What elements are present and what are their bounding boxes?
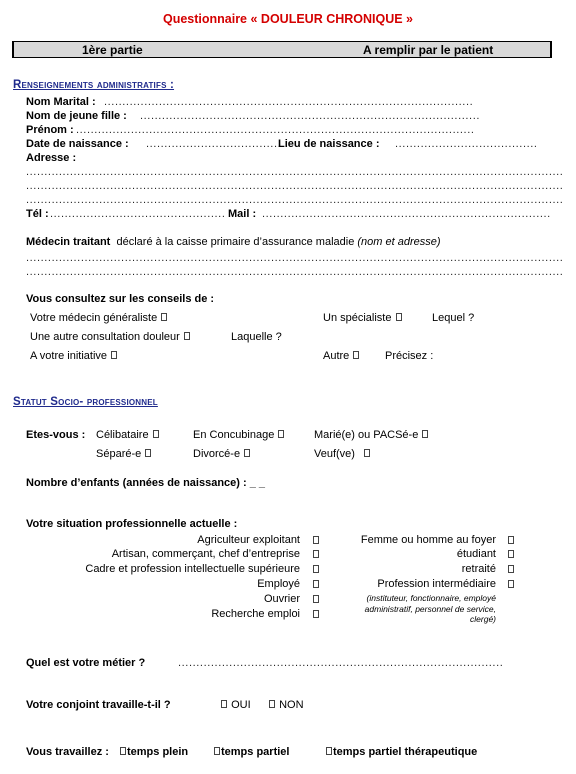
autre-consultation-label: Une autre consultation douleur — [30, 331, 180, 343]
separe-checkbox[interactable] — [145, 449, 151, 457]
lieu-naissance-label: Lieu de naissance : — [278, 138, 380, 150]
medecin-traitant-hint: (nom et adresse) — [357, 236, 441, 248]
enfants-label[interactable]: Nombre d’enfants (années de naissance) : _ _ — [26, 477, 266, 489]
prenom-field[interactable]: ............................................................................................................. — [76, 124, 475, 136]
non-label: NON — [279, 699, 304, 711]
specialiste-label: Un spécialiste — [323, 312, 392, 324]
conjoint-label: Votre conjoint travaille-t-il ? — [26, 699, 171, 711]
situation-label: Votre situation professionnelle actuelle : — [26, 518, 238, 530]
marie-checkbox[interactable] — [422, 430, 428, 438]
separe-label: Séparé-e — [96, 448, 142, 460]
date-naissance-label: Date de naissance : — [26, 138, 129, 150]
option-temps-therapeutique[interactable] — [325, 746, 477, 758]
occupation-agriculteur: Agriculteur exploitant — [197, 534, 300, 546]
medecin-field-line-2[interactable]: ................................................................................................................................................... — [26, 266, 564, 278]
occupation-cadre: Cadre et profession intellectuelle supérieure — [85, 563, 300, 575]
conseils-question: Vous consultez sur les conseils de : — [26, 293, 215, 305]
retraite-checkbox[interactable] — [508, 565, 514, 573]
occupation-retraite: retraité — [461, 563, 496, 575]
foyer-checkbox[interactable] — [508, 536, 514, 544]
intermediaire-note — [330, 593, 496, 625]
veuf-label: Veuf(ve) — [314, 448, 355, 460]
nom-jeune-fille-label: Nom de jeune fille : — [26, 110, 127, 122]
recherche-checkbox[interactable] — [313, 610, 319, 618]
option-generaliste[interactable] — [30, 312, 168, 324]
option-celibataire[interactable] — [96, 429, 160, 441]
section-band — [12, 41, 552, 58]
option-concubinage[interactable] — [193, 429, 285, 441]
precisez-label: Précisez : — [385, 350, 434, 362]
laquelle-label: Laquelle ? — [231, 331, 282, 343]
page-title: Questionnaire « DOULEUR CHRONIQUE » — [162, 12, 414, 26]
tel-label: Tél : — [26, 208, 49, 220]
temps-therapeutique-checkbox[interactable] — [326, 747, 332, 755]
concubinage-checkbox[interactable] — [278, 430, 284, 438]
temps-therapeutique-label: temps partiel thérapeutique — [333, 746, 478, 758]
nom-jeune-fille-field[interactable]: ............................................................................................. — [140, 110, 481, 122]
concubinage-label: En Concubinage — [193, 429, 275, 441]
divorce-checkbox[interactable] — [244, 449, 250, 457]
tel-field[interactable]: ................................................ — [50, 208, 226, 220]
divorce-label: Divorcé-e — [193, 448, 241, 460]
occupation-etudiant: étudiant — [456, 548, 496, 560]
mail-field[interactable]: ............................................................................... — [262, 208, 551, 220]
option-separe[interactable] — [96, 448, 152, 460]
initiative-checkbox[interactable] — [111, 351, 117, 359]
band-fill-label: A remplir par le patient — [363, 43, 494, 57]
ouvrier-checkbox[interactable] — [313, 595, 319, 603]
adresse-field-line-1[interactable]: ................................................................................................................................................... — [26, 166, 564, 178]
temps-plein-label: temps plein — [127, 746, 189, 758]
note-line-3: clergé) — [470, 614, 496, 624]
option-non[interactable] — [268, 699, 304, 711]
nom-marital-label: Nom Marital : — [26, 96, 96, 108]
date-naissance-field[interactable]: ..................................... — [146, 138, 282, 150]
adresse-field-line-3[interactable]: ................................................................................................................................................... — [26, 194, 564, 206]
celibataire-checkbox[interactable] — [153, 430, 159, 438]
etudiant-checkbox[interactable] — [508, 550, 514, 558]
option-divorce[interactable] — [193, 448, 251, 460]
medecin-traitant-text: déclaré à la caisse primaire d’assurance maladie — [116, 236, 355, 248]
travaillez-label: Vous travaillez : — [26, 746, 109, 758]
option-marie[interactable] — [314, 429, 429, 441]
occupation-recherche: Recherche emploi — [211, 608, 300, 620]
non-checkbox[interactable] — [269, 700, 275, 708]
adresse-label: Adresse : — [26, 152, 77, 164]
temps-partiel-checkbox[interactable] — [214, 747, 220, 755]
option-autre-consultation[interactable] — [30, 331, 191, 343]
oui-checkbox[interactable] — [221, 700, 227, 708]
occupation-employe: Employé — [257, 578, 300, 590]
metier-label: Quel est votre métier ? — [26, 657, 146, 669]
option-initiative[interactable] — [30, 350, 118, 362]
occupation-ouvrier: Ouvrier — [263, 593, 300, 605]
note-line-2: administratif, personnel de service, — [364, 603, 496, 614]
option-specialiste[interactable] — [323, 312, 403, 324]
socio-heading: Statut Socio- professionnel — [13, 396, 158, 408]
lequel-label: Lequel ? — [432, 312, 475, 324]
option-temps-plein[interactable] — [119, 746, 188, 758]
occupation-foyer: Femme ou homme au foyer — [360, 534, 496, 546]
nom-marital-field[interactable]: ..................................................................................................... — [104, 96, 474, 108]
mail-label: Mail : — [228, 208, 257, 220]
autre-label: Autre — [323, 350, 350, 362]
etes-vous-label: Etes-vous : — [26, 429, 86, 441]
lieu-naissance-field[interactable]: ....................................... — [395, 138, 538, 150]
band-part-label: 1ère partie — [82, 43, 143, 57]
intermediaire-checkbox[interactable] — [508, 580, 514, 588]
medecin-field-line-1[interactable]: ................................................................................................................................................... — [26, 252, 564, 264]
medecin-traitant-line — [26, 236, 441, 248]
celibataire-label: Célibataire — [96, 429, 149, 441]
autre-checkbox[interactable] — [353, 351, 359, 359]
autre-consultation-checkbox[interactable] — [184, 332, 190, 340]
veuf-checkbox[interactable] — [364, 449, 370, 457]
option-autre[interactable] — [323, 350, 360, 362]
option-veuf[interactable] — [314, 448, 371, 460]
occupation-artisan: Artisan, commerçant, chef d’entreprise — [111, 548, 300, 560]
metier-field[interactable]: ......................................................................................... — [178, 657, 504, 669]
initiative-label: A votre initiative — [30, 350, 108, 362]
medecin-traitant-label: Médecin traitant — [26, 236, 111, 248]
temps-plein-checkbox[interactable] — [120, 747, 126, 755]
option-oui[interactable] — [220, 699, 251, 711]
note-line-1: (instituteur, fonctionnaire, employé — [366, 593, 496, 603]
option-temps-partiel[interactable] — [213, 746, 289, 758]
generaliste-label: Votre médecin généraliste — [30, 312, 158, 324]
prenom-label: Prénom : — [26, 124, 74, 136]
occupation-intermediaire: Profession intermédiaire — [377, 578, 496, 590]
temps-partiel-label: temps partiel — [221, 746, 290, 758]
admin-heading: Renseignements administratifs : — [13, 79, 175, 91]
oui-label: OUI — [231, 699, 251, 711]
adresse-field-line-2[interactable]: ................................................................................................................................................... — [26, 180, 564, 192]
specialiste-checkbox[interactable] — [396, 313, 402, 321]
marie-label: Marié(e) ou PACSé-e — [314, 429, 419, 441]
generaliste-checkbox[interactable] — [161, 313, 167, 321]
